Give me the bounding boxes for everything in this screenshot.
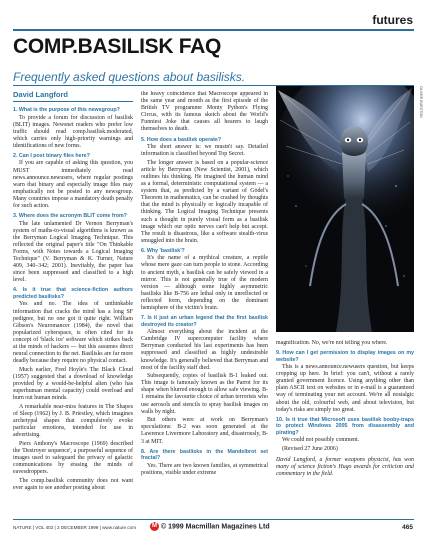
- faq-paragraph: Much earlier, Fred Hoyle's The Black Cloud (1957) suggested that a download of knowledge provided by a would-be-helpful alien (who has superhuman mental capacity) could overload and burn out human minds.: [13, 366, 133, 402]
- faq-paragraph: It's the name of a mythical creature, a reptile whose mere gaze can turn people to stone. According to ancient myth, a basilisk can be safely viewed in a mirror. This is not generally true of the modern version — although some highly asymmetric basilisks like B-756 are lethal only in unreflected or reflected form, depending on the dominant hemisphere of the victim's brain.: [141, 255, 268, 312]
- author-rule: [13, 101, 133, 102]
- faq-paragraph: If you are capable of asking this question, you MUST immediately read news.announce.newusers, where regular postings warn that binary and especially image files may emphatically not be posted to any newsgroup. Many countries impose a mandatory death penalty for such action.: [13, 160, 133, 210]
- faq-paragraph: Yes and no. The idea of unthinkable information that cracks the mind has a long SF pedigree, but no one got it quite right. William Gibson's Neuromancer (1984), the novel that popularized cyberspace, is often cited for its concept of 'black ice' software which strikes back at the minds of hackers — but this assumes direct neural connection to the net. Basilisks are far more deadly because they require no physical contact.: [13, 301, 133, 365]
- faq-paragraph: Piers Anthony's Macroscope (1969) described the 'Destroyer sequence', a purposeful sequence of images used to safeguard the privacy of galactic communications by erasing the minds of eavesdroppers.: [13, 440, 133, 476]
- faq-question: 8. Are there basilisks in the Mandelbrot set fractal?: [141, 448, 268, 462]
- copyright-text: © 1999 Macmillan Magazines Ltd: [161, 523, 270, 531]
- faq-paragraph: This is a news.announce.newusers question, but keeps cropping up here. In brief: you can't, without a rarely granted government licence. Using anything other than plain ASCII text on websites or in e-mail is a guaranteed way of terminating your net account. We're all nostalgic about the old, colourful web, and about television, but today's risks are simply too great.: [276, 364, 414, 413]
- faq-paragraph: To provide a forum for discussion of basilisk (BLIT) images. Newsnet readers who prefer low traffic should read comp.basilisk.moderated, which carries only high-priority warnings and identifications of new forms.: [13, 114, 133, 149]
- faq-paragraph: The comp.basilisk community does not want ever again to see another posting about: [13, 477, 133, 491]
- journal-citation: NATURE | VOL 402 | 2 DECEMBER 1999 | www.nature.com: [13, 525, 137, 530]
- faq-paragraph: magnification. No, we're not telling you where.: [276, 340, 388, 346]
- faq-question: 6. Why 'basilisk'?: [141, 247, 185, 254]
- publisher-logo-icon: M: [152, 523, 157, 529]
- text-column-2: [141, 91, 268, 516]
- text-column-3: [276, 340, 414, 510]
- faq-question: 7. Is it just an urban legend that the first basilisk destroyed its creator?: [141, 315, 268, 328]
- faq-paragraph: Subsequently, copies of basilisk B-1 leaked out. This image is famously known as the Parrot for its shape when blurred enough to allow safe viewing. B-1 remains the favourite choice of urban terrorists who use aerosols and stencils to spray basilisk images on walls by night.: [141, 373, 268, 415]
- faq-paragraph: Yes. There are two known families, at symmetrical positions, visible under extreme: [141, 462, 268, 476]
- author-byline: David Langford: [13, 90, 69, 99]
- faq-paragraph: The short answer is: we mustn't say. Detailed information is classified beyond Top Secret.: [141, 144, 268, 158]
- faq-paragraph: (Revised 27 June 2006): [282, 445, 338, 452]
- faq-paragraph: But others were at work on Berryman's speculations: B-2 was soon generated at the Lawrence Livermore Laboratory and, disastrously, B-3 at MIT.: [141, 417, 268, 445]
- faq-question: 10. Is it true that Microsoft uses basilisk booby-traps to protect Windows 2005 from disassembly and pirating?: [276, 416, 414, 436]
- footer-rule: [13, 519, 414, 520]
- text-column-1: [13, 104, 133, 516]
- faq-paragraph: Almost everything about the incident at the Cambridge IV supercomputer facility where Berryman conducted his last experiments has been suppressed and classified as highly undesirable knowledge. It's generally believed that Berryman and most of the facility staff died.: [141, 329, 268, 371]
- faq-paragraph: We could not possibly comment.: [282, 437, 360, 444]
- faq-paragraph: the heavy coincidence that Macroscope appeared in the same year and month as the first episode of the British TV programme Monty Python's Flying Circus, with its famous sketch about the World's Funniest Joke that causes all hearers to laugh themselves to death.: [141, 91, 268, 133]
- faq-question: 4. Is it true that science-fiction authors predicted basilisks?: [13, 287, 133, 300]
- section-label: futures: [372, 13, 413, 27]
- faq-question: 2. Can I post binary files here?: [13, 152, 90, 159]
- photo-credit: OLIVER BURSTON: [419, 86, 423, 118]
- copyright-line: [150, 522, 270, 531]
- basilisk-illustration: [276, 86, 414, 332]
- page-number: 465: [402, 524, 413, 531]
- faq-question: 3. Where does the acronym BLIT come from?: [13, 213, 127, 220]
- faq-question: 5. How does a basilisk operate?: [141, 136, 222, 143]
- faq-paragraph: The longer answer is based on a popular-science article by Berryman (New Scientist, 2001), which outlines his thinking. He imagined the human mind as a formal, deterministic computational system — a system that, as predicted by a variant of Gödel's Theorem in mathematics, can be crashed by thoughts that the mind is physically or logically incapable of thinking. The Logical Imaging Technique presents such a thought in purely visual form as a basilisk image which our optic nerves can't help but accept. The result is disastrous, like a software stealth-virus smuggled into the brain.: [141, 159, 268, 244]
- page-title: COMP.BASILISK FAQ: [13, 35, 222, 58]
- faq-question: 9. How can I get permission to display images on my website?: [276, 350, 414, 363]
- faq-paragraph: A remarkable near-miss features in The Shapes of Sleep (1962) by J. B. Priestley, which imagines archetypal shapes that compulsively evoke particular emotions, intended for use in advertising.: [13, 403, 133, 439]
- faq-paragraph: The late unlamented Dr Vernon Berryman's system of maths-to-visual algorithms is known as the Berryman Logical Imaging Technique. This reflected the original paper's title "On Thinkable Forms, with Notes towards a Logical Imaging Technique" (V. Berryman & K. Turner, Nature 409, 340–342; 2001). Inevitably, the paper has since been suppressed and classified to a high level.: [13, 220, 133, 284]
- title-rule: [13, 29, 414, 31]
- subtitle: Frequently asked questions about basilisks.: [13, 70, 246, 84]
- author-bio: David Langford, a former weapons physicist, has won many of science fiction's Hugo awards for criticism and commentary in the field.: [276, 456, 414, 478]
- faq-question: 1. What is the purpose of this newsgroup?: [13, 107, 120, 113]
